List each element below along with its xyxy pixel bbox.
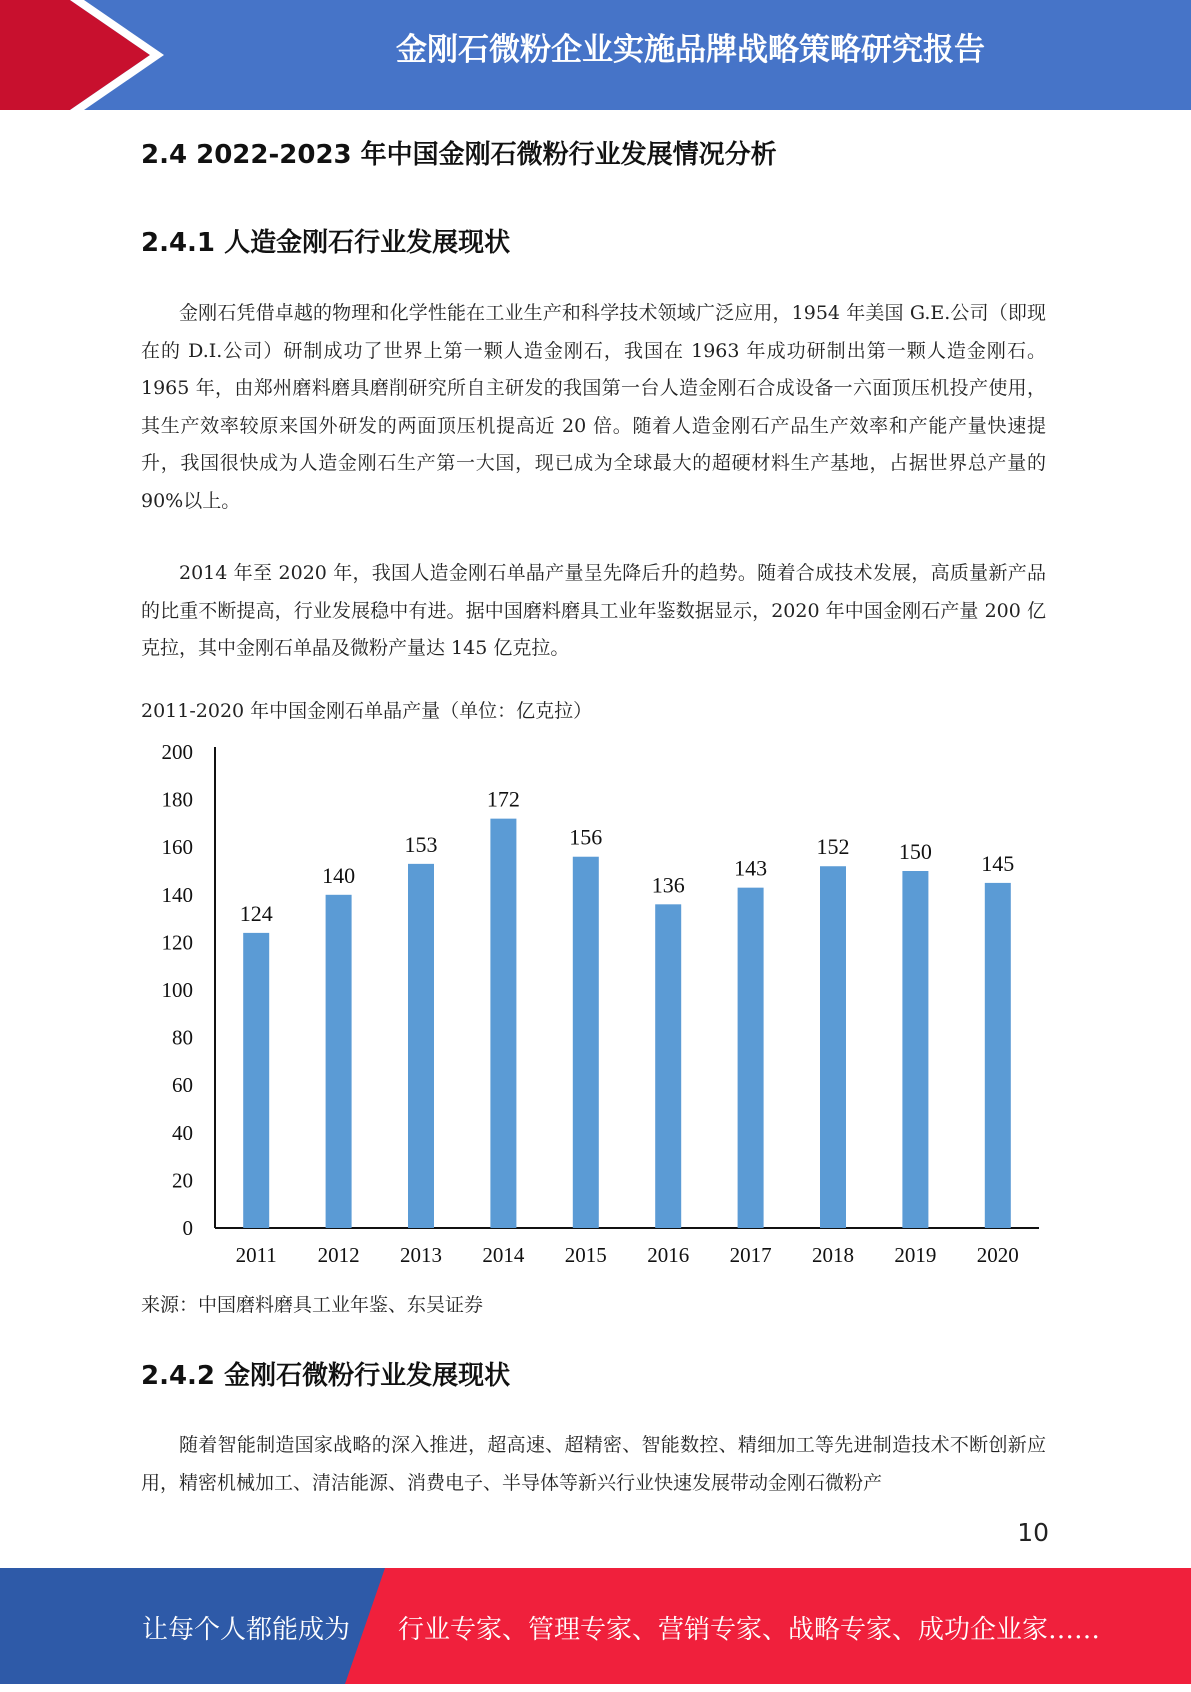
y-tick-label: 0 <box>182 1216 193 1240</box>
bar-data-label: 136 <box>651 872 685 898</box>
x-tick-label: 2019 <box>894 1243 937 1267</box>
report-title: 金刚石微粉企业实施品牌战略策略研究报告 <box>396 32 985 68</box>
y-tick-label: 100 <box>161 978 193 1002</box>
y-tick-label: 40 <box>172 1120 193 1145</box>
x-tick-label: 2013 <box>400 1243 442 1267</box>
footer-slogan-right: 行业专家、管理专家、营销专家、战略专家、成功企业家…… <box>398 1615 1101 1645</box>
y-tick-label: 80 <box>172 1025 193 1050</box>
bar-data-label: 153 <box>404 831 438 857</box>
y-tick-label: 140 <box>161 882 193 907</box>
bar-data-label: 140 <box>322 862 356 888</box>
bar-data-label: 156 <box>569 824 603 850</box>
paragraph-1: 金刚石凭借卓越的物理和化学性能在工业生产和科学技术领域广泛应用，1954 年美国 G.E.公司（即现在的 D.I.公司）研制成功了世界上第一颗人造金刚石，我国在 1963 年成功研制出第一颗人造金刚石。1965 年，由郑州磨料磨具磨削研究所自主研发的我国第一台人造金刚石合成设备一六面顶压机投产使用，其生产效率较原来国外研发的两面顶压机提高近 20 倍。随着人造金刚石产品生产效率和产能产量快速提升，我国很快成为人造金刚石生产第一大国，现已成为全球最大的超硬材料生产基地，占据世界总产量的 90%以上。 <box>141 302 1046 512</box>
x-tick-label: 2012 <box>317 1243 360 1267</box>
bar-data-label: 143 <box>734 855 768 881</box>
bar <box>573 857 599 1228</box>
bar-data-label: 152 <box>816 834 850 860</box>
bar-data-label: 150 <box>898 839 932 864</box>
y-tick-label: 120 <box>161 930 193 955</box>
x-tick-label: 2016 <box>647 1243 690 1267</box>
x-tick-label: 2011 <box>235 1243 277 1267</box>
bar <box>902 871 928 1228</box>
section-heading-2-4: 2.4 2022-2023 年中国金刚石微粉行业发展情况分析 <box>141 140 777 170</box>
footer-slogan-left: 让每个人都能成为 <box>142 1615 351 1645</box>
y-tick-label: 160 <box>161 835 193 860</box>
section-heading-2-4-2: 2.4.2 金刚石微粉行业发展现状 <box>141 1361 511 1391</box>
page-number: 10 <box>1017 1518 1049 1547</box>
bar <box>655 904 681 1228</box>
x-tick-label: 2018 <box>812 1243 854 1267</box>
bar <box>408 864 434 1228</box>
section-heading-2-4-1: 2.4.1 人造金刚石行业发展现状 <box>141 228 511 258</box>
header-arrow-decoration <box>0 0 240 110</box>
paragraph-3: 随着智能制造国家战略的深入推进，超高速、超精密、智能数控、精细加工等先进制造技术不断创新应用，精密机械加工、清洁能源、消费电子、半导体等新兴行业快速发展带动金刚石微粉产 <box>141 1434 1046 1494</box>
x-tick-label: 2017 <box>729 1243 772 1267</box>
y-tick-label: 180 <box>161 787 193 812</box>
bar-data-label: 172 <box>486 786 520 812</box>
bar-data-label: 145 <box>981 850 1015 876</box>
x-tick-label: 2014 <box>482 1243 525 1267</box>
bar <box>738 888 764 1228</box>
chart-source: 来源：中国磨料磨具工业年鉴、东吴证券 <box>141 1294 484 1316</box>
x-tick-label: 2015 <box>564 1243 607 1267</box>
bar <box>985 883 1011 1228</box>
paragraph-2: 2014 年至 2020 年，我国人造金刚石单晶产量呈先降后升的趋势。随着合成技术发展，高质量新产品的比重不断提高，行业发展稳中有进。据中国磨料磨具工业年鉴数据显示，2020 年中国金刚石产量 200 亿克拉，其中金刚石单晶及微粉产量达 145 亿克拉。 <box>141 562 1046 660</box>
x-tick-label: 2020 <box>976 1243 1019 1267</box>
bar <box>326 895 352 1228</box>
bar <box>243 933 269 1228</box>
page-footer <box>0 1568 1191 1684</box>
y-tick-label: 60 <box>172 1073 193 1098</box>
y-tick-label: 20 <box>172 1168 193 1193</box>
bar-chart <box>141 735 1051 1270</box>
chart-caption: 2011-2020 年中国金刚石单晶产量（单位：亿克拉） <box>141 700 593 722</box>
y-tick-label: 200 <box>161 740 193 764</box>
bar-data-label: 124 <box>239 900 273 926</box>
bar <box>490 819 516 1228</box>
page-header <box>0 0 1191 110</box>
bar <box>820 866 846 1228</box>
